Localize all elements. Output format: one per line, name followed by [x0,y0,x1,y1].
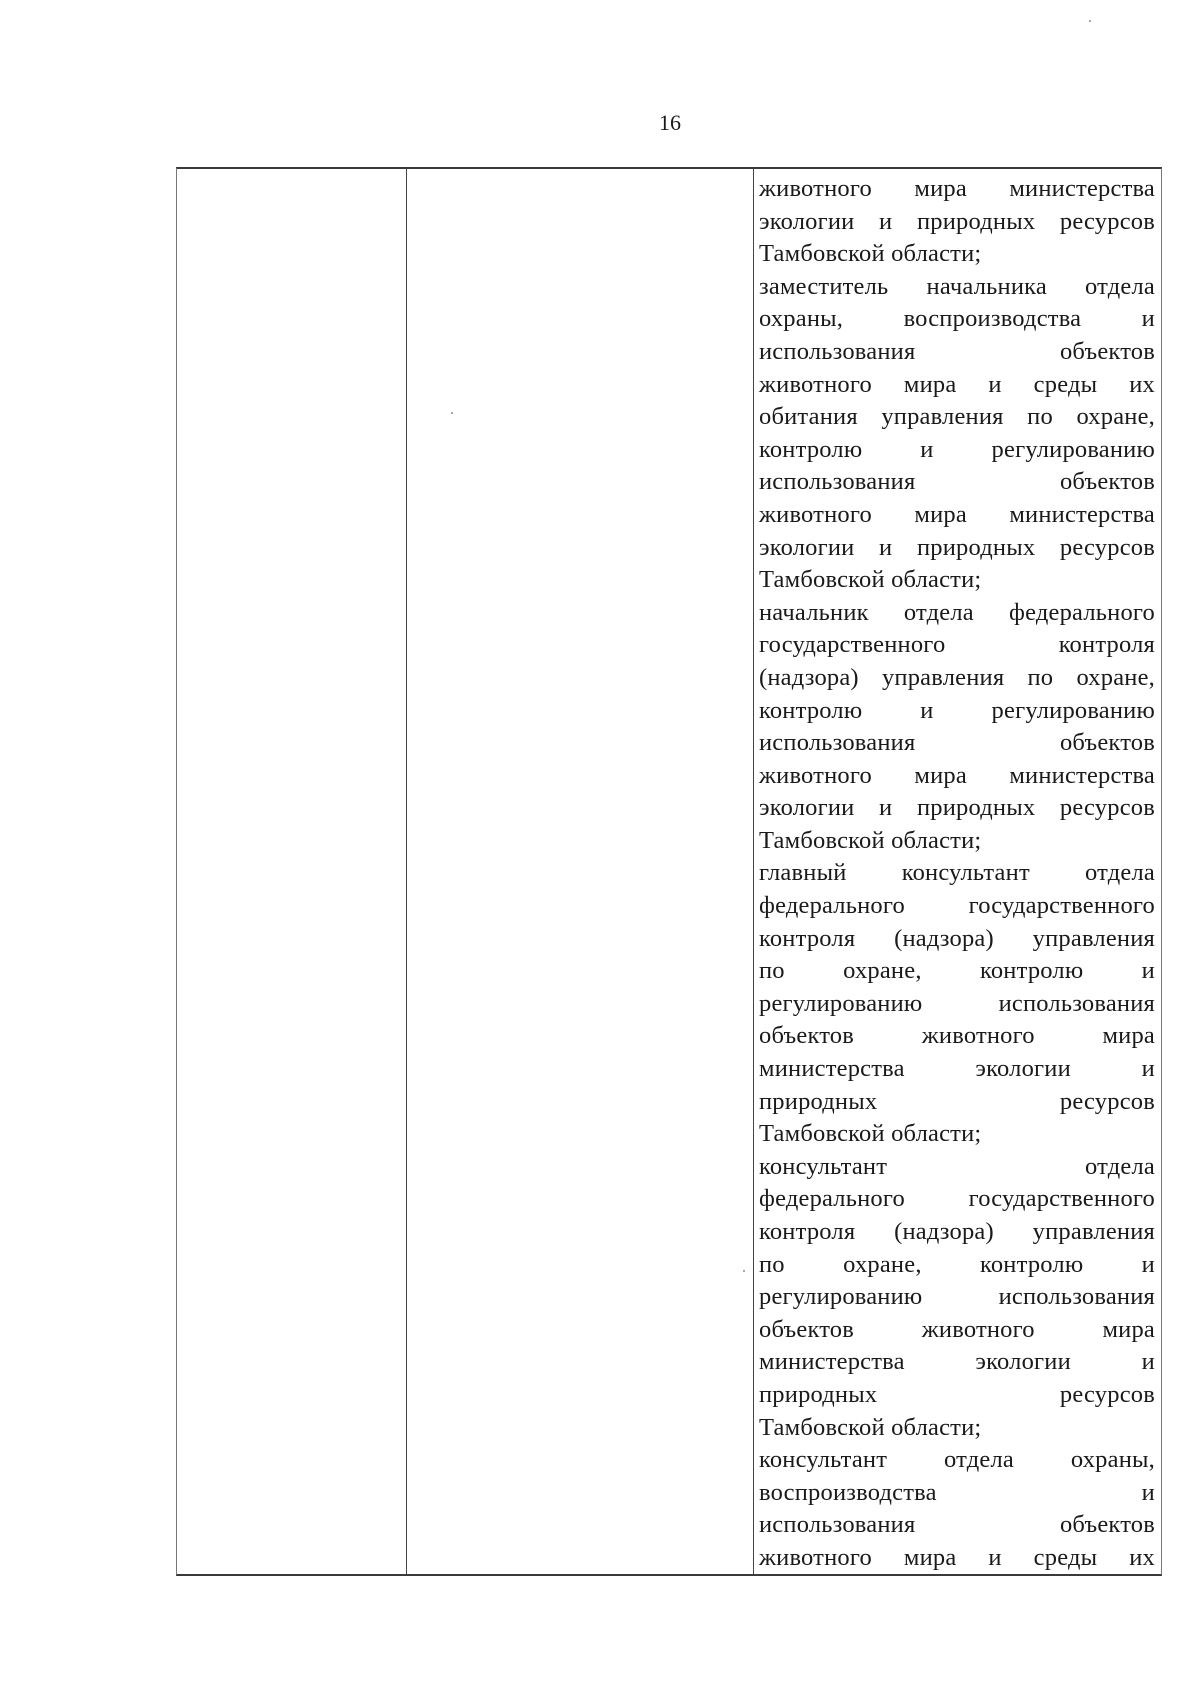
cell-text-line: консультант отдела охраны, [759,1446,1155,1474]
cell-text-line: (надзора) управления по охране, [759,663,1155,691]
table-cell-responsible-officials [759,173,1155,1575]
cell-text-line: контролю и регулированию [759,435,1155,463]
cell-text-line: министерства экологии и [759,1055,1155,1083]
cell-text-line: регулированию использования [759,989,1155,1017]
cell-text-line: Тамбовской области; [759,566,982,594]
cell-text-line: по охране, контролю и [759,1250,1155,1278]
cell-text-line: государственного контроля [759,631,1155,659]
cell-text-line: консультант отдела [759,1152,1155,1180]
cell-text-line: животного мира министерства [759,761,1155,789]
cell-text-line: по охране, контролю и [759,957,1155,985]
cell-text-line: животного мира и среды их [759,1543,1155,1571]
cell-text-line: охраны, воспроизводства и [759,305,1155,333]
cell-text-line: контроля (надзора) управления [759,1218,1155,1245]
cell-text-line: контроля (надзора) управления [759,924,1155,952]
scan-speck [1089,20,1091,22]
cell-text-line: объектов животного мира [759,1022,1155,1050]
cell-text-line: федерального государственного [759,1185,1155,1213]
cell-text-line: животного мира и среды их [759,370,1155,398]
cell-text-line: Тамбовской области; [759,826,982,854]
cell-text-line: министерства экологии и [759,1348,1155,1376]
scan-speck [451,412,453,414]
column-divider-2 [753,169,754,1574]
cell-text-line: Тамбовской области; [759,1120,982,1148]
cell-text-line: объектов животного мира [759,1315,1155,1343]
cell-text-line: экологии и природных ресурсов [759,207,1155,235]
cell-text-line: Тамбовской области; [759,1413,982,1441]
cell-text-line: обитания управления по охране, [759,403,1155,431]
cell-text-line: природных ресурсов [759,1380,1155,1408]
cell-text-line: главный консультант отдела [759,859,1155,887]
cell-text-line: федерального государственного [759,892,1155,920]
cell-text-line: заместитель начальника отдела [759,272,1155,300]
scan-speck [743,1270,745,1272]
cell-text-line: воспроизводства и [759,1478,1155,1506]
cell-text-line: использования объектов [759,468,1155,496]
cell-text-line: экологии и природных ресурсов [759,794,1155,822]
cell-text-line: природных ресурсов [759,1087,1155,1115]
cell-text-line: начальник отдела федерального [759,598,1155,626]
cell-text-line: использования объектов [759,1511,1155,1539]
document-table [176,167,1162,1576]
cell-text-line: регулированию использования [759,1283,1155,1311]
cell-text-line: использования объектов [759,337,1155,365]
cell-text-line: Тамбовской области; [759,240,982,268]
cell-text-line: животного мира министерства [759,500,1155,528]
cell-text-line: животного мира министерства [759,175,1155,202]
column-divider-1 [406,169,407,1574]
cell-text-line: экологии и природных ресурсов [759,533,1155,561]
cell-text-line: контролю и регулированию [759,696,1155,724]
cell-text-line: использования объектов [759,729,1155,757]
page-number: 16 [659,110,681,135]
